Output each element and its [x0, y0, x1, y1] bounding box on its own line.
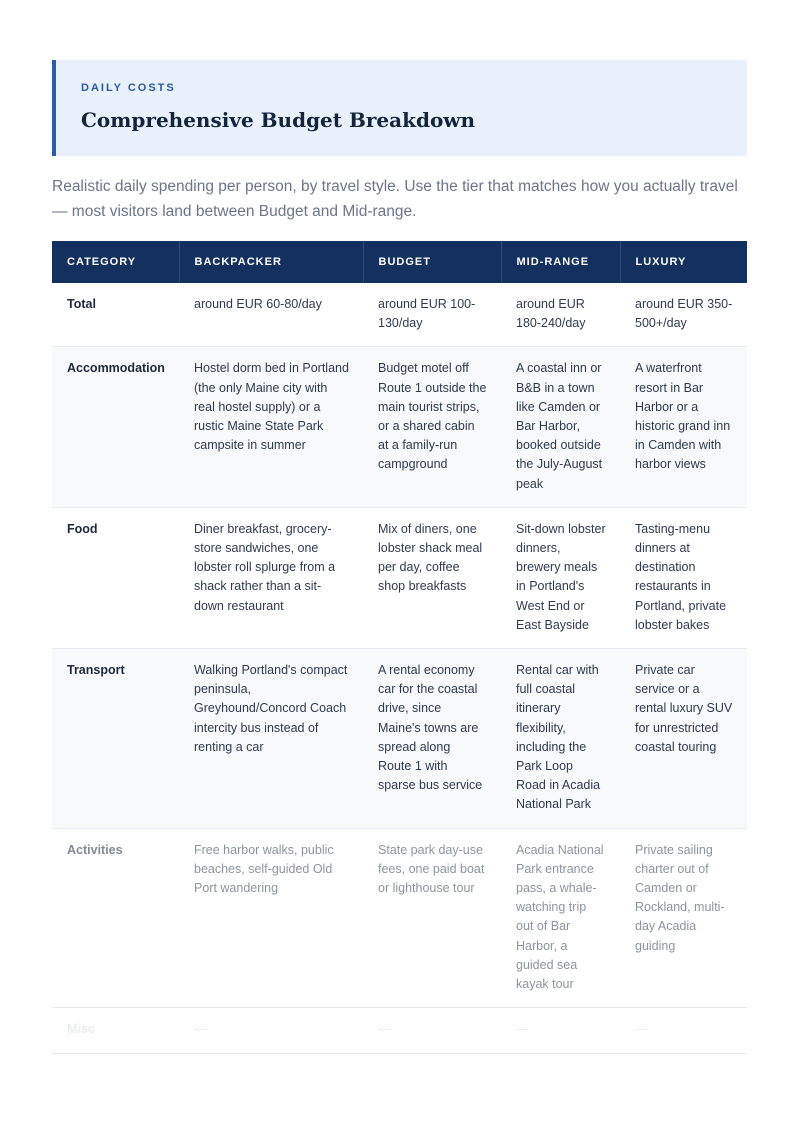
table-row-total	[52, 283, 747, 347]
table-cell-backpacker: Free harbor walks, public beaches, self-guided Old Port wandering	[179, 828, 363, 1008]
intro-paragraph: Realistic daily spending per person, by travel style. Use the tier that matches how you actually travel — most visitors land between Budget and Mid-range.	[52, 178, 738, 220]
column-header-budget: BUDGET	[363, 241, 501, 283]
table-cell-budget: Mix of diners, one lobster shack meal per day, coffee shop breakfasts	[363, 507, 501, 648]
table-cell-luxury: Private car service or a rental luxury SUV for unrestricted coastal touring	[620, 649, 747, 829]
table-cell-backpacker: Hostel dorm bed in Portland (the only Maine city with real hostel supply) or a rustic Maine State Park campsite in summer	[179, 347, 363, 507]
table-cell-budget: around EUR 100-130/day	[363, 283, 501, 347]
table-cell-mid-range: Sit-down lobster dinners, brewery meals in Portland's West End or East Bayside	[501, 507, 620, 648]
table-cell-backpacker: Diner breakfast, grocery-store sandwiches, one lobster roll splurge from a shack rather than a sit-down restaurant	[179, 507, 363, 648]
table-cell-mid-range: Acadia National Park entrance pass, a whale-watching trip out of Bar Harbor, a guided sea kayak tour	[501, 828, 620, 1008]
table-cell-budget: —	[363, 1008, 501, 1053]
table-row-activities	[52, 828, 747, 1008]
table-cell-category: Accommodation	[52, 347, 179, 507]
table-row-transport	[52, 649, 747, 829]
table-cell-backpacker: around EUR 60-80/day	[179, 283, 363, 347]
table-row-food	[52, 507, 747, 648]
table-header	[52, 241, 747, 283]
table-cell-category: Transport	[52, 649, 179, 829]
section-eyebrow: DAILY COSTS	[81, 82, 176, 94]
table-cell-category: Activities	[52, 828, 179, 1008]
table-row-accommodation	[52, 347, 747, 507]
table-cell-category: Misc	[52, 1008, 179, 1053]
table-cell-mid-range: —	[501, 1008, 620, 1053]
section-header	[52, 60, 747, 156]
page-title: Comprehensive Budget Breakdown	[81, 108, 476, 132]
column-header-luxury: LUXURY	[620, 241, 747, 283]
table-cell-luxury: A waterfront resort in Bar Harbor or a historic grand inn in Camden with harbor views	[620, 347, 747, 507]
table-cell-mid-range: A coastal inn or B&B in a town like Camden or Bar Harbor, booked outside the July-August peak	[501, 347, 620, 507]
column-header-category: CATEGORY	[52, 241, 179, 283]
table-cell-backpacker: —	[179, 1008, 363, 1053]
table-body	[52, 283, 747, 1053]
table-cell-luxury: Tasting-menu dinners at destination restaurants in Portland, private lobster bakes	[620, 507, 747, 648]
column-header-mid-range: MID-RANGE	[501, 241, 620, 283]
budget-table	[52, 241, 747, 1054]
table-cell-luxury: Private sailing charter out of Camden or Rockland, multi-day Acadia guiding	[620, 828, 747, 1008]
budget-table-container	[52, 241, 747, 1054]
table-cell-category: Total	[52, 283, 179, 347]
table-cell-category: Food	[52, 507, 179, 648]
table-cell-luxury: around EUR 350-500+/day	[620, 283, 747, 347]
table-cell-luxury: —	[620, 1008, 747, 1053]
table-cell-backpacker: Walking Portland's compact peninsula, Greyhound/Concord Coach intercity bus instead of renting a car	[179, 649, 363, 829]
table-cell-budget: Budget motel off Route 1 outside the main tourist strips, or a shared cabin at a family-run campground	[363, 347, 501, 507]
table-row-misc	[52, 1008, 747, 1053]
table-cell-budget: State park day-use fees, one paid boat or lighthouse tour	[363, 828, 501, 1008]
table-cell-budget: A rental economy car for the coastal drive, since Maine's towns are spread along Route 1 with sparse bus service	[363, 649, 501, 829]
table-cell-mid-range: around EUR 180-240/day	[501, 283, 620, 347]
header-row	[52, 241, 747, 283]
table-cell-mid-range: Rental car with full coastal itinerary flexibility, including the Park Loop Road in Acadia National Park	[501, 649, 620, 829]
column-header-backpacker: BACKPACKER	[179, 241, 363, 283]
